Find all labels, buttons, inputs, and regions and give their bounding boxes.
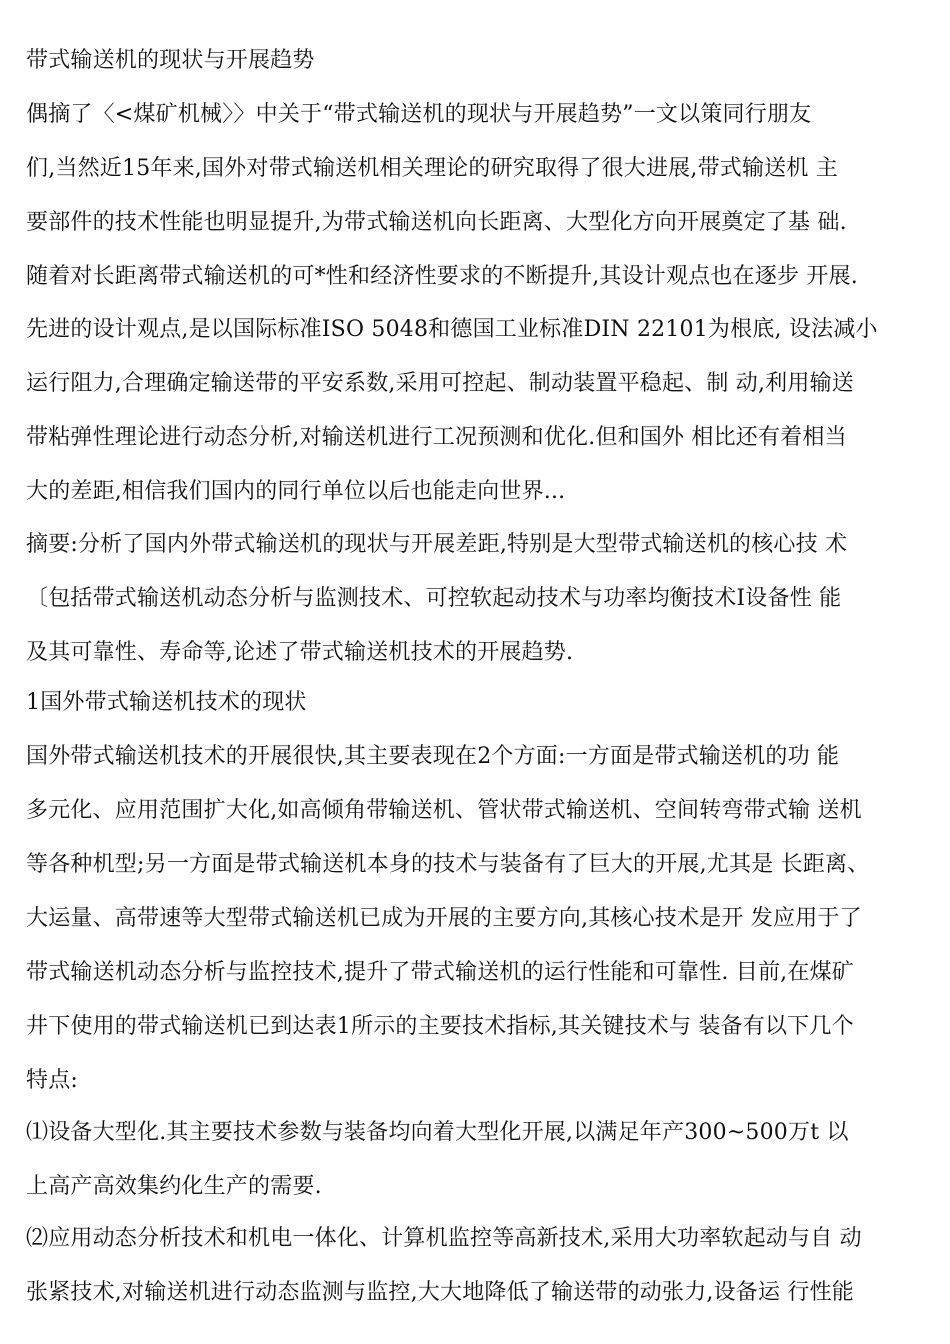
abstract-line: 及其可靠性、寿命等,论述了带式输送机技术的开展趋势.	[26, 640, 574, 665]
text-line: 随着对长距离带式输送机的可*性和经济性要求的不断提升,其设计观点也在逐步 开展.	[26, 264, 858, 289]
text-line: 等各种机型;另一方面是带式输送机本身的技术与装备有了巨大的开展,尤其是 长距离、	[26, 852, 870, 877]
abstract-line: 〔包括带式输送机动态分析与监测技术、可控软起动技术与功率均衡技术I设备性 能	[26, 586, 842, 611]
text-line: 带粘弹性理论进行动态分析,对输送机进行工况预测和优化.但和国外 相比还有着相当	[26, 425, 847, 450]
list-item-line: ⑵应用动态分析技术和机电一体化、计算机监控等高新技术,采用大功率软起动与自 动	[26, 1226, 862, 1251]
list-item-line: ⑴设备大型化.其主要技术参数与装备均向着大型化开展,以满足年产300~500万t 以	[26, 1120, 849, 1145]
text-line: 们,当然近15年来,国外对带式输送机相关理论的研究取得了很大进展,带式输送机 主	[26, 156, 838, 181]
text-line: 先进的设计观点,是以国际标准ISO 5048和德国工业标准DIN 22101为根底, 设法减小	[26, 317, 878, 342]
text-line: 国外带式输送机技术的开展很快,其主要表现在2个方面:一方面是带式输送机的功 能	[26, 744, 840, 769]
abstract-line: 摘要:分析了国内外带式输送机的现状与开展差距,特别是大型带式输送机的核心技 术	[26, 532, 848, 557]
text-line: 运行阻力,合理确定输送带的平安系数,采用可控起、制动装置平稳起、制 动,利用输送	[26, 371, 854, 396]
document-title: 带式输送机的现状与开展趋势	[26, 48, 315, 73]
text-line: 大运量、高带速等大型带式输送机已成为开展的主要方向,其核心技术是开 发应用于了	[26, 906, 862, 931]
text-line: 带式输送机动态分析与监控技术,提升了带式输送机的运行性能和可靠性. 目前,在煤矿	[26, 960, 854, 985]
text-line: 大的差距,相信我们国内的同行单位以后也能走向世界...	[26, 479, 566, 504]
list-item-line: 张紧技术,对输送机进行动态监测与监控,大大地降低了输送带的动张力,设备运 行性能	[26, 1280, 854, 1305]
text-line: 偶摘了〈<煤矿机械〉〉中关于“带式输送机的现状与开展趋势”一文以策同行朋友	[26, 102, 812, 127]
text-line: 要部件的技术性能也明显提升,为带式输送机向长距离、大型化方向开展奠定了基 础.	[26, 210, 847, 235]
list-item-line: 上高产高效集约化生产的需要.	[26, 1174, 322, 1199]
text-line: 井下使用的带式输送机已到达表1所示的主要技术指标,其关键技术与 装备有以下几个	[26, 1014, 854, 1039]
section-heading: 1国外带式输送机技术的现状	[26, 690, 307, 715]
text-line: 多元化、应用范围扩大化,如高倾角带输送机、管状带式输送机、空间转弯带式输 送机	[26, 798, 862, 823]
text-line: 特点:	[26, 1068, 79, 1093]
